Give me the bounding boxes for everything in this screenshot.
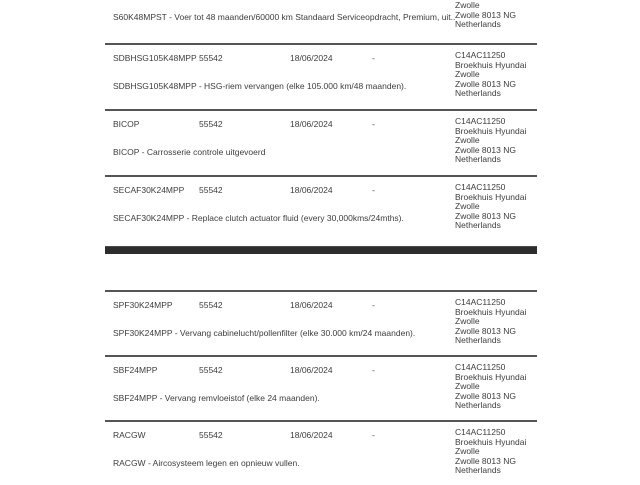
mileage-dash-cell: - [372, 430, 375, 440]
description-cell: SPF30K24MPP - Vervang cabinelucht/pollenfilter (elke 30.000 km/24 maanden). [113, 328, 416, 338]
service-date-cell: 18/06/2024 [290, 300, 333, 310]
dealer-name: Broekhuis Hyundai [455, 371, 527, 382]
service-code-cell: RACGW [113, 430, 146, 440]
dealer-postal: Zwolle 8013 NG [455, 9, 516, 20]
dealer-postal: Zwolle 8013 NG [455, 210, 516, 221]
description-cell: SDBHSG105K48MPP - HSG-riem vervangen (elke 105.000 km/48 maanden). [113, 81, 407, 91]
service-row [105, 109, 537, 175]
order-number-cell: 55542 [199, 300, 223, 310]
dealer-cell [455, 1, 516, 30]
dealer-postal: Zwolle 8013 NG [455, 325, 516, 336]
mileage-dash-cell: - [372, 300, 375, 310]
dealer-name: Broekhuis Hyundai [455, 191, 527, 202]
mileage-dash-cell: - [372, 119, 375, 129]
dealer-code: C14AC11250 [455, 116, 506, 126]
dealer-country: Netherlands [455, 335, 501, 346]
dealer-cell [455, 51, 526, 99]
description-cell: SBF24MPP - Vervang remvloeistof (elke 24 maanden). [113, 393, 320, 403]
dealer-name: Broekhuis Hyundai [455, 306, 527, 317]
service-code-cell: SBF24MPP [113, 365, 158, 375]
service-code-cell: SECAF30K24MPP [113, 185, 185, 195]
dealer-postal: Zwolle 8013 NG [455, 455, 516, 466]
order-number-cell: 55542 [199, 365, 223, 375]
dealer-name-2: Zwolle [455, 381, 480, 392]
service-date-cell: 18/06/2024 [290, 430, 333, 440]
service-row [105, 290, 537, 355]
service-row [105, 175, 537, 241]
dealer-name-2: Zwolle [455, 316, 480, 327]
dealer-code: C14AC11250 [455, 362, 506, 372]
dealer-cell [455, 183, 526, 231]
service-row [105, 420, 537, 485]
dealer-postal: Zwolle 8013 NG [455, 144, 516, 155]
dealer-name: Broekhuis Hyundai [455, 436, 527, 447]
service-code-cell: SPF30K24MPP [113, 300, 173, 310]
dealer-country: Netherlands [455, 88, 501, 99]
dealer-country: Netherlands [455, 220, 501, 231]
dealer-city: Zwolle [455, 0, 480, 10]
dealer-name-2: Zwolle [455, 446, 480, 457]
service-date-cell: 18/06/2024 [290, 365, 333, 375]
dealer-postal: Zwolle 8013 NG [455, 78, 516, 89]
service-row [105, 43, 537, 109]
page-section-1 [105, 43, 537, 241]
description-cell: S60K48MPST - Voer tot 48 maanden/60000 km Standaard Serviceopdracht, Premium, uit.. [113, 12, 456, 22]
dealer-name-2: Zwolle [455, 201, 480, 212]
service-code-cell: SDBHSG105K48MPP [113, 53, 197, 63]
service-code-cell: BICOP [113, 119, 140, 129]
mileage-dash-cell: - [372, 53, 375, 63]
dealer-cell [455, 363, 526, 411]
description-cell: BICOP - Carrosserie controle uitgevoerd [113, 147, 266, 157]
dealer-name-2: Zwolle [455, 69, 480, 80]
dealer-code: C14AC11250 [455, 427, 506, 437]
dealer-name-2: Zwolle [455, 135, 480, 146]
dealer-country: Netherlands [455, 19, 501, 30]
description-cell: RACGW - Aircosysteem legen en opnieuw vullen. [113, 458, 300, 468]
dealer-country: Netherlands [455, 400, 501, 411]
dealer-code: C14AC11250 [455, 50, 506, 60]
dealer-name: Broekhuis Hyundai [455, 59, 527, 70]
page-section-2 [105, 290, 537, 485]
dealer-code: C14AC11250 [455, 297, 506, 307]
order-number-cell: 55542 [199, 185, 223, 195]
service-date-cell: 18/06/2024 [290, 185, 333, 195]
service-history-table [105, 0, 537, 485]
mileage-dash-cell: - [372, 365, 375, 375]
mileage-dash-cell: - [372, 185, 375, 195]
dealer-cell [455, 298, 526, 346]
order-number-cell: 55542 [199, 53, 223, 63]
page-break-separator [105, 246, 537, 254]
dealer-cell [455, 428, 526, 476]
dealer-country: Netherlands [455, 154, 501, 165]
order-number-cell: 55542 [199, 430, 223, 440]
description-cell: SECAF30K24MPP - Replace clutch actuator fluid (every 30,000kms/24mths). [113, 213, 404, 223]
service-row [105, 355, 537, 420]
dealer-code: C14AC11250 [455, 182, 506, 192]
dealer-cell [455, 117, 526, 165]
service-date-cell: 18/06/2024 [290, 53, 333, 63]
service-date-cell: 18/06/2024 [290, 119, 333, 129]
order-number-cell: 55542 [199, 119, 223, 129]
dealer-postal: Zwolle 8013 NG [455, 390, 516, 401]
dealer-country: Netherlands [455, 465, 501, 476]
service-row-partial [105, 0, 537, 43]
dealer-name: Broekhuis Hyundai [455, 125, 527, 136]
